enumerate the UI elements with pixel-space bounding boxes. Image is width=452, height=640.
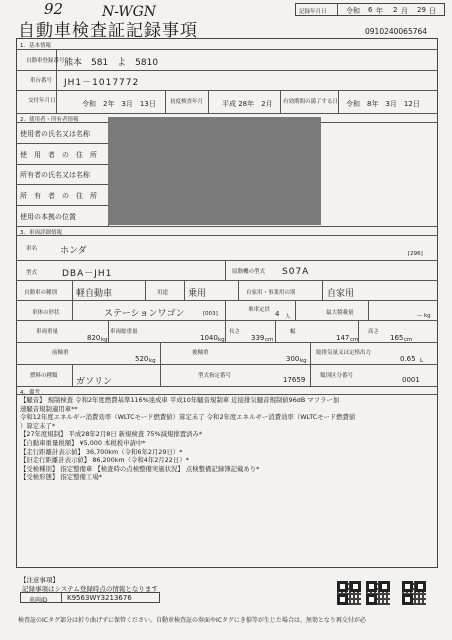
page-title: 自動車検査証記録事項 (18, 21, 198, 41)
biz-label: 自家用・事業用の別 (246, 290, 296, 296)
section1-title: 1．基本情報 (20, 43, 51, 49)
use-label: 用途 (157, 290, 169, 296)
owner-name-label: 所有者の氏名又は名称 (20, 171, 90, 179)
weight-value: 820 (87, 334, 101, 342)
length-unit: cm (265, 337, 274, 343)
front-axle-label: 前軸重 (52, 350, 69, 356)
kind-value: 軽自動車 (76, 289, 113, 299)
issue-date-label: 交付年月日 (28, 98, 56, 104)
record-date-box (295, 3, 445, 16)
record-date-day-unit: 日 (429, 7, 436, 15)
chassis-value: JH1－1017772 (64, 78, 140, 88)
record-date-month-unit: 月 (401, 7, 408, 15)
body-label: 車体の形状 (32, 310, 60, 316)
displacement-value: 0.65 (400, 355, 416, 363)
weight-label: 車両重量 (36, 329, 59, 335)
remarks-block (20, 396, 434, 482)
capacity-unit: 人 (285, 314, 291, 320)
maxload-unit: kg (424, 313, 431, 319)
user-address-label: 使 用 者 の 住 所 (20, 151, 97, 159)
document-number: 0910240065764 (365, 27, 428, 36)
fuel-value: ガソリン (76, 377, 113, 387)
record-date-month: 2 (393, 6, 398, 14)
gross-weight-value: 1040 (200, 334, 218, 342)
vehicle-id-box (20, 592, 160, 603)
remarks-line: 速騒音規制適用車** (20, 404, 78, 413)
gross-weight-unit: kg (218, 337, 225, 343)
front-axle-unit: kg (149, 358, 156, 364)
remarks-line: 【27年度規制】 平成28年2月8日 新規検査 75%減規排置済み* (20, 430, 203, 439)
length-label: 長さ (229, 329, 241, 335)
qr-code-middle (366, 581, 390, 605)
section3-title: 3．車両詳細情報 (20, 230, 62, 236)
remarks-line: ）算定未了* (20, 421, 56, 430)
category-value: 0001 (402, 376, 420, 384)
section2-title: 2．使用者・所有者情報 (20, 117, 79, 123)
engine-value: S07A (282, 267, 310, 277)
capacity-value: 4 (275, 310, 280, 318)
record-date-year: 6 (368, 6, 373, 14)
front-axle-value: 520 (135, 355, 149, 363)
gross-weight-label: 車両総重量 (110, 329, 138, 335)
record-date-label: 記録年月日 (299, 9, 327, 15)
maker-label: 車名 (26, 246, 38, 252)
remarks-line: 令和12年度エネルギー消費効率（WLTCモード燃費値）算定未了 令和2年度エネルギー消費効率（WLTCモード燃費値 (20, 413, 356, 422)
maxload-value: － (416, 312, 423, 320)
remarks-line: 【受検形態】 指定整備工場* (20, 473, 102, 482)
vehicle-id-value: K9563WY3213676 (67, 594, 132, 602)
handwritten-note-left: 92 (44, 0, 64, 18)
remarks-line: 【旧走行距離計表示値】 86,200km（令和4年2月22日）* (20, 456, 189, 465)
remarks-line: 【自動車重量税額】 ¥5,000 本税税申請中* (20, 438, 146, 447)
use-value: 乗用 (188, 289, 207, 299)
issue-date-value: 令和 2年 3月 13日 (82, 100, 156, 108)
type-number-value: 17659 (283, 376, 306, 384)
bottom-caution-text: 検査証のICタグ部分は折り曲げずに保管ください。自動車検査証の券面やICタグにき損等が生じた場合は、無効となり再交付が必 (18, 617, 366, 624)
width-value: 147 (336, 334, 350, 342)
rear-axle-unit: kg (300, 358, 307, 364)
rear-axle-value: 300 (286, 355, 300, 363)
displacement-label: 総排気量又は定格出力 (316, 350, 372, 356)
width-label: 幅 (290, 329, 296, 335)
qr-code-left (337, 581, 361, 605)
height-unit: cm (404, 337, 413, 343)
first-reg-value: 平成 28年 2月 (222, 100, 273, 108)
model-label: 型式 (26, 270, 38, 276)
qr-code-right (402, 581, 426, 605)
section4-title: 4．備考 (20, 390, 40, 396)
remarks-line: 【走行距離計表示値】 36,700km（令和6年2月29日）* (20, 447, 183, 456)
expiry-value: 令和 8年 3月 12日 (346, 100, 420, 108)
remarks-line: 【騒音】 規制検査 令和2年度燃費基準116%達成車 平成10年騒音規制車 近接排気騒音規制値96dB マフラー加 (20, 396, 340, 404)
base-location-label: 使用の本拠の位置 (20, 213, 76, 221)
chassis-label: 車台番号 (30, 78, 53, 84)
reg-number-label: 自動車登録番号 (26, 58, 65, 64)
length-value: 339 (251, 334, 265, 342)
maxload-label: 最大積載量 (326, 310, 354, 316)
user-name-label: 使用者の氏名又は名称 (20, 130, 90, 138)
model-value: DBA－JH1 (62, 269, 113, 279)
redacted-personal-info (108, 117, 321, 225)
handwritten-note-right: N-WGN (102, 4, 157, 20)
remarks-line: 【受検種別】 指定整備車 【検査時の点検整備実施状況】 点検整備記録簿記載あり* (20, 464, 260, 473)
reg-number-value: 熊本 581 よ 5810 (64, 58, 159, 68)
height-label: 高さ (368, 329, 380, 335)
owner-address-label: 所 有 者 の 住 所 (20, 192, 97, 200)
capacity-label: 乗車定員 (248, 307, 271, 313)
rear-axle-label: 後軸重 (192, 350, 209, 356)
vehicle-id-label: 車両ID (29, 597, 48, 604)
displacement-unit: L (420, 358, 424, 364)
first-reg-label: 初度検査年月 (170, 99, 204, 105)
width-unit: cm (350, 337, 359, 343)
notice-title: 【注意事項】 (20, 576, 59, 584)
category-label: 類別区分番号 (320, 373, 354, 379)
maker-value: ホンダ (60, 246, 87, 256)
body-value: ステーションワゴン (104, 309, 185, 319)
type-number-label: 型式指定番号 (198, 373, 232, 379)
record-date-day: 29 (417, 6, 426, 14)
kind-label: 自動車の種別 (24, 290, 58, 296)
maker-code: [296] (408, 251, 423, 257)
weight-unit: kg (101, 337, 108, 343)
record-date-year-unit: 年 (376, 7, 383, 15)
engine-label: 原動機の型式 (232, 269, 266, 275)
height-value: 165 (390, 334, 404, 342)
biz-value: 自家用 (327, 289, 355, 299)
record-date-era: 令和 (346, 7, 360, 15)
notice-text: 記録事項はシステム登録時点の情報となります (22, 585, 158, 593)
expiry-label: 有効期間の満了する日 (283, 99, 339, 105)
fuel-label: 燃料の種類 (30, 373, 58, 379)
body-code: [003] (203, 311, 218, 317)
